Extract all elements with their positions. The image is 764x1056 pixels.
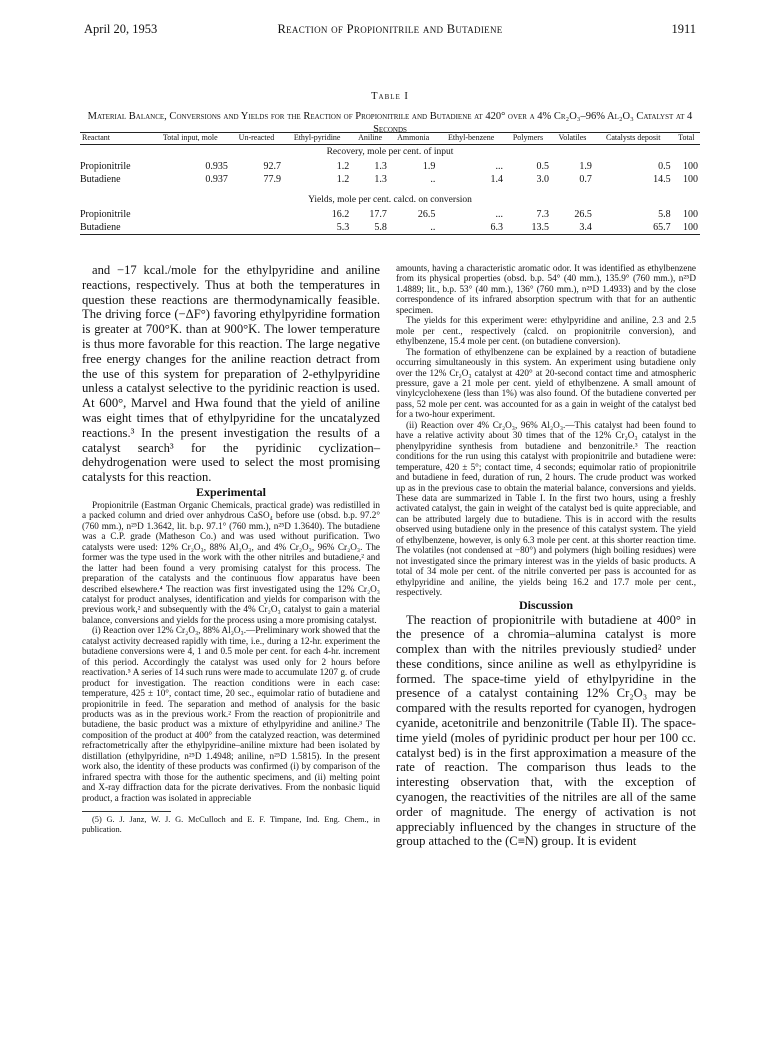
running-title: Reaction of Propionitrile and Butadiene: [277, 22, 503, 36]
column-header: Volatiles: [551, 133, 594, 145]
table-cell: 1.3: [374, 174, 387, 185]
column-header: Total input, mole: [151, 133, 230, 145]
column-header: Total: [673, 133, 700, 145]
table-cell: Propionitrile: [80, 209, 131, 220]
column-header: Aniline: [351, 133, 389, 145]
table-cell: 1.9: [422, 161, 436, 172]
table-cell: 1.4: [490, 174, 503, 185]
table-cell: 1.2: [336, 161, 350, 172]
table-cell: 100: [683, 161, 698, 172]
table-cell: [230, 221, 283, 235]
table-cell: 100: [673, 221, 700, 235]
section-heading: Discussion: [518, 597, 574, 612]
table-row: [80, 173, 700, 186]
table-row: [80, 221, 700, 235]
table-cell: ...: [495, 209, 503, 220]
column-header: Un-reacted: [230, 133, 283, 145]
table-header-row: [80, 133, 700, 145]
column-header: Polymers: [505, 133, 551, 145]
table-cell: 26.5: [417, 209, 436, 220]
table-cell: [151, 221, 230, 235]
table-row: [80, 208, 700, 221]
table-cell: 17.7: [369, 209, 387, 220]
table-cell: 100: [683, 174, 698, 185]
section-heading: Experimental: [196, 484, 266, 499]
table-cell: 26.5: [574, 209, 592, 220]
table-cell: 1.9: [579, 161, 592, 172]
table-cell: Propionitrile: [80, 161, 131, 172]
table-caption: [80, 90, 700, 136]
paragraph: The formation of ethylbenzene can be explained by a reaction of butadiene occurring simultaneously in this system. An experiment using butadiene only over the 12% Cr₂O₃ catalyst at 420° at 20-second contact time and atmospheric pressure, gave a 21 mole per cent. yield of ethylbenzene. A small amount of vinylcyclohexene (less than 1%) was also found. Of the butadiene converted per pass, 52 mole per cent. was accounted for as a gain in weight of the catalyst bed for a two-hour experiment.: [396, 346, 696, 420]
page-header: [84, 22, 696, 42]
paragraph: The reaction of propionitrile with butadiene at 400° in the presence of a chromia–alumina catalyst is more complex than with the nitriles previously studied² under these conditions, since aniline as well as ethylpyridine is formed. The space-time yield of ethylpyridine in the presence of a catalyst containing 12% Cr₂O₃ may be compared with the results reported for cyanogen, hydrogen cyanide, acetonitrile and benzonitrile (Table II). The space-time yield (moles of pyridinic product per hour per 100 cc. catalyst bed) is in the first approximation a measure of the rate of reaction. The comparison thus leads to the interesting observation that, with the exception of cyanogen, the reactivities of the nitriles are all of the same order of magnitude. The energy of activation is not appreciably influenced by the changes in structure of the group attached to the (C≡N) group. It is evident: [396, 612, 696, 849]
section-label: Recovery, mole per cent. of input: [326, 147, 454, 157]
table-cell: 77.9: [263, 174, 282, 185]
paragraph: and −17 kcal./mole for the ethylpyridine and aniline reactions, respectively. Thus at both the temperatures in question these reactions are thermodynamically feasible. The driving force (−ΔF°) favoring ethylpyridine formation is greater at 700°K. than at 900°K. The lower temperature is thus more favorable for this reaction. The large negative free energy changes for the aniline reaction detract from the use of this system for preparation of 2-ethylpyridine unless a catalyst selective to the pyridinic reaction is used. At 600°, Marvel and Hwa found that the yield of aniline was eight times that of ethylpyridine for the uncatalyzed reactions.³ In the present investigation the results of a catalyst search³ for the pyridinic cyclization–dehydrogenation were used to select the most promising catalysts for this reaction.: [82, 263, 380, 485]
paragraph: Propionitrile (Eastman Organic Chemicals, practical grade) was redistilled in a packed column and dried over anhydrous CaSO₄ before use (obsd. b.p. 97.2° (760 mm.), n²⁵D 1.3642, lit. b.p. 97.1° (760 mm.), n²⁵D 1.3640). The butadiene was a C.P. grade (Matheson Co.) and was used without purification. Two catalysts were used: 12% Cr₂O₃, 88% Al₂O₃, and 4% Cr₂O₃, 96% Cr₂O₃. The former was the type used in the work with the other nitriles and butadiene,² and the latter had been found a very promising catalyst for this process. The preparation of the catalysts and the continuous flow apparatus have been described elsewhere.⁴ The reaction was first investigated using the 12% Cr₂O₃ catalyst for product analyses, identification and yields for comparison with the previous work,² and subsequently with the 4% Cr₂O₃ catalyst to gain a material balance, conversions and yields for the process using a more promising catalyst.: [82, 499, 380, 625]
table-cell: 13.5: [505, 221, 551, 235]
paragraph: (i) Reaction over 12% Cr₂O₃, 88% Al₂O₃.—Preliminary work showed that the catalyst activity decreased rapidly with time, i.e., during a 12-hr. experiment the butadiene conversions were 4, 1 and 0.5 mole per cent. for each 4-hr. increment of this period. Accordingly the catalyst was used only for 2 hours before reactivation.⁵ A series of 14 such runs were made to accumulate 1207 g. of crude product for investigation. The reaction conditions were in each case: temperature, 425 ± 10°, contact time, 20 sec., equimolar ratio of butadiene and propionitrile in feed. The separation and method of analysis for the basic products was as in the previous work.² From the reaction of propionitrile and butadiene, the basic product was a mixture of ethylpyridine and aniline.³ The composition of the product at 400° from the catalyzed reaction, was determined refractometrically after the ethylpyridine–aniline mixture had been isolated by distillation (ethylpyridine, n²⁵D 1.4948; aniline, n²⁵D 1.5815). In the present work also, the identity of these products was confirmed (i) by comparison of the infrared spectra with those for the authentic specimens, and (ii) melting point and X-ray diffraction data for the picrate derivatives. From the nonbasic liquid product, a fraction was isolated in appreciable: [82, 625, 380, 803]
right-column: [396, 263, 696, 849]
table-cell: [230, 208, 283, 221]
left-column: [82, 263, 380, 835]
table-cell: [151, 208, 230, 221]
table-title: Material Balance, Conversions and Yields for the Reaction of Propionitrile and Butadiene at 420° over a 4% Cr₂O₃–96% Al₂O₃ Catalyst at 4 Seconds: [87, 111, 693, 135]
column-header: Reactant: [80, 133, 151, 145]
table-cell: 0.7: [579, 174, 592, 185]
table-label: Table I: [371, 91, 409, 102]
table-row: [80, 160, 700, 173]
table-cell: 0.935: [205, 161, 228, 172]
table-cell: 5.3: [283, 221, 351, 235]
column-header: Catalysts deposit: [594, 133, 673, 145]
table-cell: 0.937: [205, 174, 228, 185]
section-label: Yields, mole per cent. calcd. on conversion: [308, 195, 472, 205]
page-number: 1911: [671, 22, 696, 36]
table-section-row: [80, 193, 700, 208]
table-cell: ..: [430, 174, 436, 185]
table-cell: 3.4: [551, 221, 594, 235]
footnote-rule: [82, 811, 171, 812]
table-cell: 100: [683, 209, 698, 220]
table-cell: 5.8: [658, 209, 671, 220]
table-cell: 92.7: [263, 161, 282, 172]
table-cell: 1.2: [336, 174, 350, 185]
table-cell: 0.5: [536, 161, 550, 172]
table-cell: 16.2: [331, 209, 350, 220]
table-cell: Butadiene: [80, 174, 121, 185]
column-header: Ethyl-benzene: [437, 133, 505, 145]
paragraph: amounts, having a characteristic aromatic odor. It was identified as ethylbenzene from its physical properties (obsd. b.p. 54° (40 mm.), 135.9° (760 mm.), n²⁵D 1.4889; lit., b.p. 53° (40 mm.), 136° (760 mm.), n²⁵D 1.4933) and by the close correspondence of its infrared absorption spectrum with that for an authentic specimen.: [396, 263, 696, 315]
table-cell: 0.5: [658, 161, 671, 172]
table-cell: ..: [389, 221, 437, 235]
paragraph: (ii) Reaction over 4% Cr₂O₃, 96% Al₂O₃.—This catalyst had been found to have a relative activity about 30 times that of the 12% Cr₂O₃ catalyst in the phenylpyridine synthesis from butadiene and benzonitrile.³ The reaction conditions for the run using this catalyst with propionitrile and butadiene were: temperature, 420 ± 5°; contact time, 4 seconds; equimolar ratio of propionitrile and butadiene in feed, duration of run, 2 hours. The crude product was worked up as in the previous case to obtain the material balance, conversions and yields. These data are summarized in Table I. In the first two hours, using a freshly activated catalyst, the gain in weight of the catalyst bed is quite appreciable, and can be attributed largely due to butadiene. This is in accord with the results observed using butadiene only in the presence of this catalyst system. The yield of ethylbenzene, however, is only 6.3 mole per cent. at this shorter reaction time. The volatiles (not condensed at −80°) and polymers (high boiling residues) were not investigated since the primary interest was in the yields of basic products. A total of 34 mole per cent. of the nitrile converted per pass is accounted for as ethylpyridine and aniline, the yields being 16.2 and 17.7 mole per cent., respectively.: [396, 419, 696, 598]
table-cell: 7.3: [536, 209, 550, 220]
table-cell: Butadiene: [80, 221, 151, 235]
data-table: [80, 132, 700, 235]
table-section-row: [80, 145, 700, 161]
paragraph: The yields for this experiment were: ethylpyridine and aniline, 2.3 and 2.5 mole per cent., respectively (calcd. on propionitrile conversion), and ethylbenzene, 15.4 mole per cent. (on butadiene conversion).: [396, 315, 696, 347]
table-cell: 14.5: [653, 174, 671, 185]
table-cell: 65.7: [594, 221, 673, 235]
journal-date: April 20, 1953: [84, 22, 158, 36]
table-cell: 6.3: [437, 221, 505, 235]
column-header: Ethyl-pyridine: [283, 133, 351, 145]
footnote: (5) G. J. Janz, W. J. G. McCulloch and E. F. Timpane, Ind. Eng. Chem., in publication.: [82, 815, 380, 835]
table-cell: ...: [495, 161, 503, 172]
column-header: Ammonia: [389, 133, 437, 145]
table-cell: 5.8: [351, 221, 389, 235]
table-cell: 1.3: [374, 161, 387, 172]
table-cell: 3.0: [536, 174, 550, 185]
